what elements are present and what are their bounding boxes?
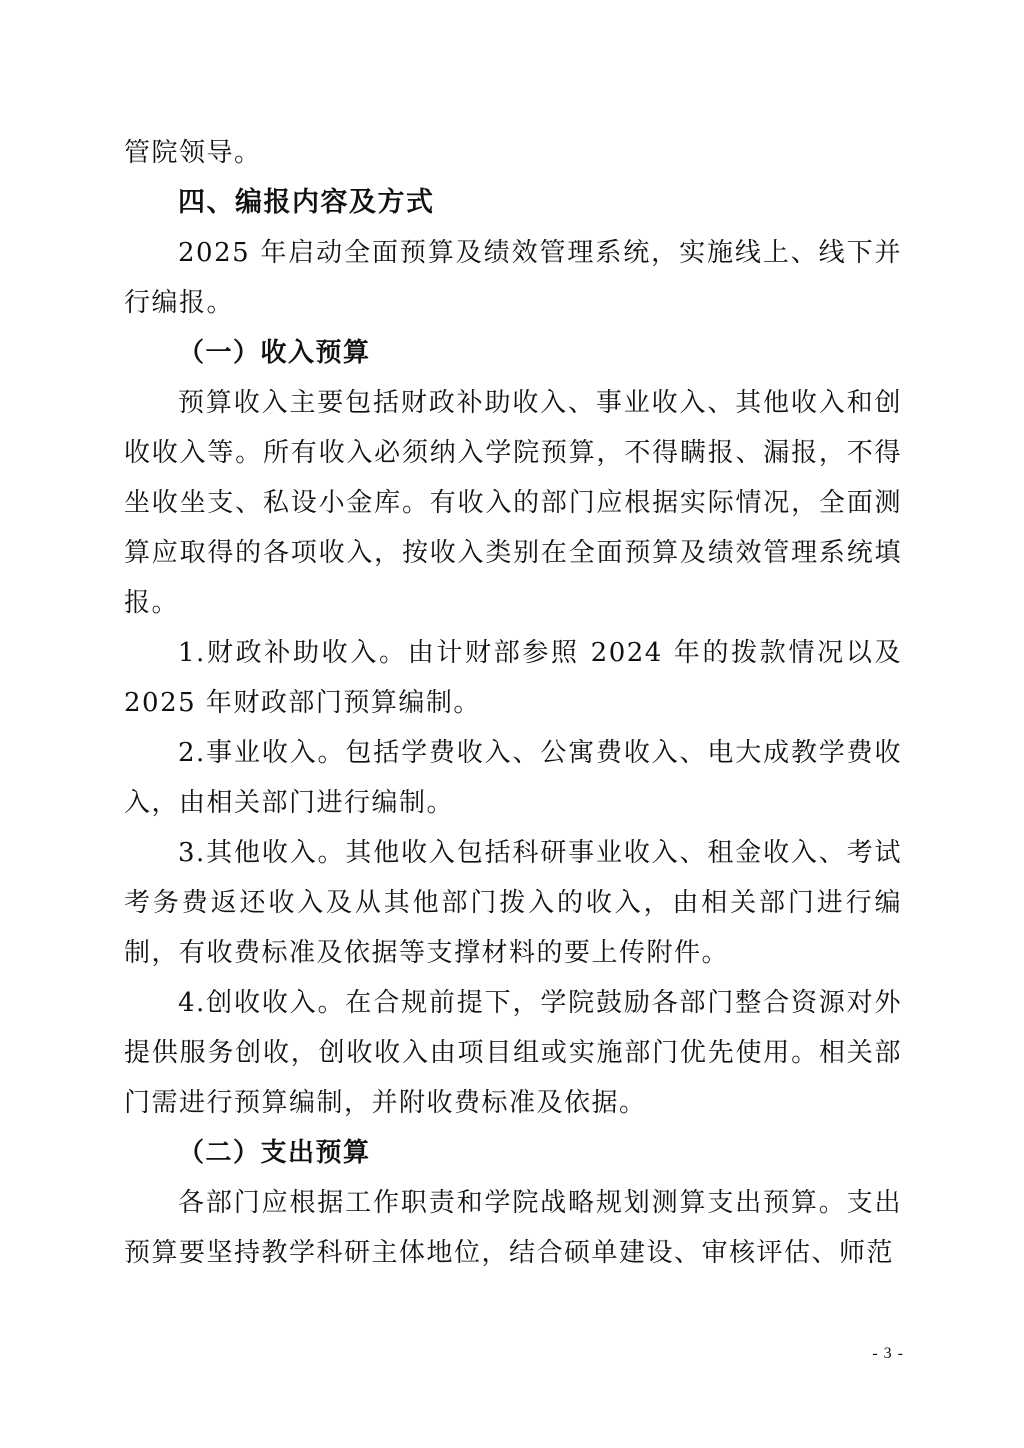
paragraph-income-overview: 预算收入主要包括财政补助收入、事业收入、其他收入和创收收入等。所有收入必须纳入学院预算，不得瞒报、漏报，不得坐收坐支、私设小金库。有收入的部门应根据实际情况，全面测算应取得的各项收入，按收入类别在全面预算及绩效管理系统填报。 (124, 388, 902, 618)
subheading-expenditure-budget: （二）支出预算 (178, 1138, 371, 1168)
page-number: - 3 - (872, 1345, 904, 1362)
paragraph-system-intro: 2025 年启动全面预算及绩效管理系统，实施线上、线下并行编报。 (124, 238, 902, 318)
subheading-income-budget: （一）收入预算 (178, 338, 371, 368)
paragraph-other-income: 3.其他收入。其他收入包括科研事业收入、租金收入、考试考务费返还收入及从其他部门拨入的收入，由相关部门进行编制，有收费标准及依据等支撑材料的要上传附件。 (124, 838, 902, 968)
paragraph-expenditure-overview: 各部门应根据工作职责和学院战略规划测算支出预算。支出预算要坚持教学科研主体地位，结合硕单建设、审核评估、师范 (124, 1188, 902, 1268)
paragraph-generated-income: 4.创收收入。在合规前提下，学院鼓励各部门整合资源对外提供服务创收，创收收入由项目组或实施部门优先使用。相关部门需进行预算编制，并附收费标准及依据。 (124, 988, 902, 1118)
section-heading-4: 四、编报内容及方式 (178, 187, 435, 218)
paragraph-continuation: 管院领导。 (124, 138, 262, 168)
paragraph-fiscal-subsidy: 1.财政补助收入。由计财部参照 2024 年的拨款情况以及 2025 年财政部门预算编制。 (124, 638, 902, 718)
document-body (124, 128, 902, 1278)
paragraph-business-income: 2.事业收入。包括学费收入、公寓费收入、电大成教学费收入，由相关部门进行编制。 (124, 738, 902, 818)
